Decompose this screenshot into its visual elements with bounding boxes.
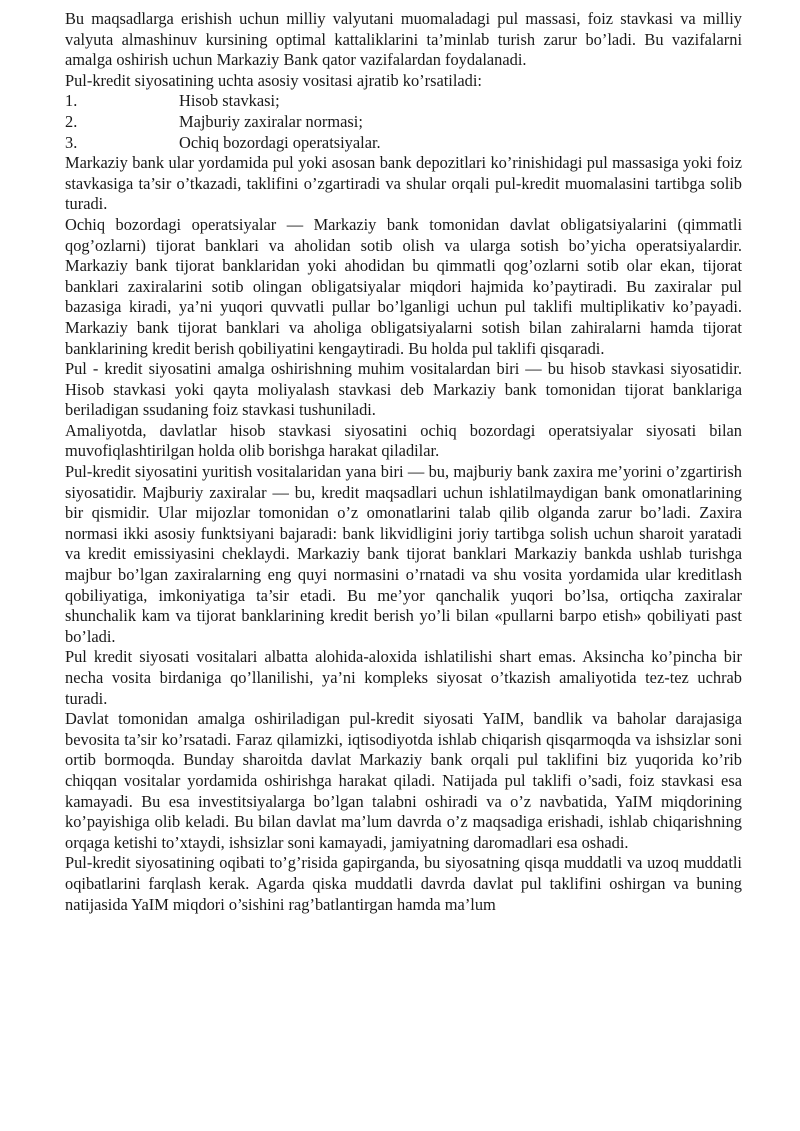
paragraph-10: Pul-kredit siyosatining oqibati to’g’risida gapirganda, bu siyosatning qisqa muddatli va uzoq muddatli oqibatlarini farqlash kerak. Agarda qiska muddatli davrda davlat pul taklifini oshirgan va buning natijasida YaIM miqdori o’sishini rag’batlantirgan hamda ma’lum bbox=[65, 853, 742, 914]
paragraph-1 bbox=[65, 9, 742, 71]
paragraph-9: Davlat tomonidan amalga oshiriladigan pul-kredit siyosati YaIM, bandlik va baholar darajasiga bevosita ta’sir ko’rsatadi. Faraz qilamizki, iqtisodiyotda ishlab chiqarish qisqarmoqda va ishsizlar soni ortib bormoqda. Bunday sharoitda davlat Markaziy bank orqali pul taklifini biz yuqorida ko’rib chiqqan vositalar yordamida oshirishga harakat qiladi. Natijada pul taklifi o’sadi, foiz stavkasi esa kamayadi. Bu esa investitsiyalarga bo’lgan talabni oshiradi va o’z navbatida, YaIM miqdorining ko’payishiga olib keladi. Bu bilan davlat ma’lum davrda o’z maqsadiga erishadi, ishlab chiqarishning orqaga ketishi to’xtaydi, ishsizlar soni kamayadi, jamiyatning daromadlari esa oshadi. bbox=[65, 709, 742, 852]
list-item-text: Majburiy zaxiralar normasi; bbox=[179, 111, 363, 131]
list-item-number: 3. bbox=[65, 132, 78, 152]
tools-list bbox=[65, 91, 742, 153]
list-item bbox=[65, 112, 742, 133]
list-item bbox=[65, 91, 742, 112]
paragraph-1-text: Bu maqsadlarga erishish uchun milliy valyutani muomaladagi pul massasi, foiz stavkasi va milliy valyuta almashinuv kursining optimal kattaliklarini ta’minlab turish zarur bo’ladi. Bu vazifalarni amalga oshirish uchun Markaziy Bank qator vazifalardan foydalanadi. bbox=[65, 9, 742, 70]
paragraph-8: Pul kredit siyosati vositalari albatta alohida-aloxida ishlatilishi shart emas. Aksincha ko’pincha bir necha vosita birdaniga qo’llanilishi, ya’ni kompleks siyosat o’tkazish amaliyotida tez-tez uchrab turadi. bbox=[65, 647, 742, 708]
paragraph-2 bbox=[65, 71, 742, 92]
list-item-number: 2. bbox=[65, 111, 78, 131]
list-item-text: Ochiq bozordagi operatsiyalar. bbox=[179, 132, 381, 152]
list-item-text: Hisob stavkasi; bbox=[179, 91, 280, 111]
paragraph-5: Pul - kredit siyosatini amalga oshirishning muhim vositalardan biri — bu hisob stavkasi siyosatidir. Hisob stavkasi yoki qayta moliyalash stavkasi deb Markaziy bank tomonidan tijorat banklariga beriladigan ssudaning foiz stavkasi tushuniladi. bbox=[65, 359, 742, 420]
paragraph-4: Ochiq bozordagi operatsiyalar — Markaziy bank tomonidan davlat obligatsiyalarini (qimmatli qog’ozlarni) tijorat banklari va aholidan sotib olish va ularga sotish bo’yicha operatsiyalardir. Markaziy bank tijorat banklaridan yoki ahodidan bu qimmatli qog’ozlarni sotib olar ekan, tijorat banklari zaxiralarini sotib olingan obligatsiyalar miqdori hajmida ko’paytiradi. Bu zaxiralar pul bazasiga kiradi, ya’ni yuqori quvvatli pullar bo’lganligi uchun pul taklifi multiplikativ ko’payadi. Markaziy bank tijorat banklari va aholiga obligatsiyalarni sotish bilan zahiralarni hamda tijorat banklarining kredit berish qobiliyatini kengaytiradi. Bu holda pul taklifi qisqaradi. bbox=[65, 214, 742, 358]
paragraph-6: Amaliyotda, davlatlar hisob stavkasi siyosatini ochiq bozordagi operatsiyalar siyosati bilan muvofiqlashtirilgan holda olib borishga harakat qiladilar. bbox=[65, 420, 742, 461]
list-item-number: 1. bbox=[65, 91, 78, 111]
paragraph-3: Markaziy bank ular yordamida pul yoki asosan bank depozitlari ko’rinishidagi pul massasiga yoki foiz stavkasiga ta’sir o’tkazadi, taklifini o’zgartiradi va shular orqali pul-kredit muomalasini tartibga solib turadi. bbox=[65, 153, 742, 214]
list-item bbox=[65, 133, 742, 154]
paragraph-2-text: Pul-kredit siyosatining uchta asosiy vositasi ajratib ko’rsatiladi: bbox=[65, 70, 482, 90]
paragraph-7: Pul-kredit siyosatini yuritish vositalaridan yana biri — bu, majburiy bank zaxira me’yorini o’zgartirish siyosatidir. Majburiy zaxiralar — bu, kredit maqsadlari uchun ishlatilmaydigan bank omonatlarining bir qismidir. Ular mijozlar tomonidan o’z omonatlarini talab qilib olganda zarur bo’ladi. Zaxira normasi ikki asosiy funktsiyani bajaradi: bank likvidligini joriy tartibga solish uchun sharoit yaratadi va kredit emissiyasini cheklaydi. Markaziy bank tijorat banklari Markaziy bankda ushlab turishga majbur bo’lgan zaxiralarning eng quyi normasini o’rnatadi va shu vosita yordamida ular kreditlash qobiliyatiga, imkoniyatiga ta’sir etadi. Bu me’yor qanchalik yuqori bo’lsa, ortiqcha zaxiralar shunchalik kam va tijorat banklarining kredit berish yo’li bilan «pullarni barpo etish» qobiliyati past bo’ladi. bbox=[65, 462, 742, 646]
